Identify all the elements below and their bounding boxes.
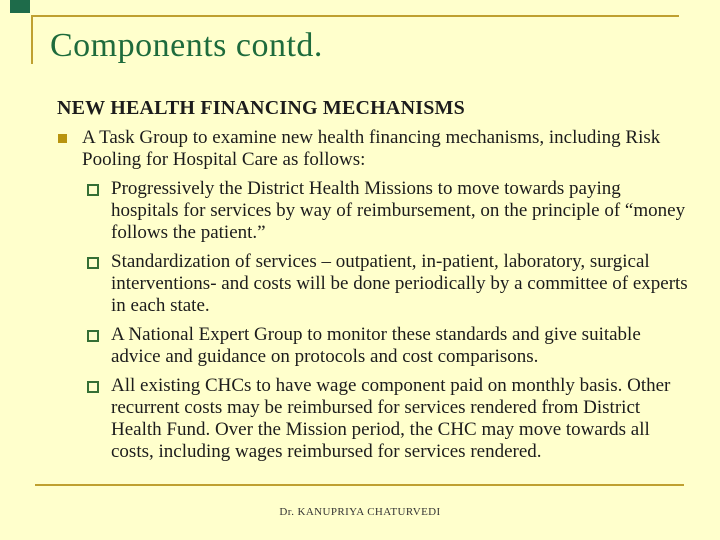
- slide-title: Components contd.: [50, 27, 323, 64]
- bullet-text: A National Expert Group to monitor these standards and give suitable advice and guidance on protocols and cost comparisons.: [111, 324, 641, 367]
- list-item: [87, 251, 692, 317]
- footer-rule: [35, 484, 684, 486]
- bullet-text: Progressively the District Health Missions to move towards paying hospitals for services by way of reimbursement, on the principle of “money follows the patient.”: [111, 178, 686, 243]
- list-item: [87, 375, 692, 463]
- title-top-rule: [31, 15, 679, 17]
- footer-credit: Dr. KANUPRIYA CHATURVEDI: [279, 506, 441, 518]
- section-heading: NEW HEALTH FINANCING MECHANISMS: [57, 97, 465, 119]
- corner-square-decoration: [10, 0, 30, 13]
- title-left-rule: [31, 15, 33, 64]
- list-item: [87, 324, 692, 368]
- list-item: [87, 178, 692, 244]
- list-item: [57, 127, 692, 171]
- hollow-square-bullet-icon: [87, 381, 99, 393]
- slide-body: [57, 97, 692, 470]
- bullet-text: A Task Group to examine new health financing mechanisms, including Risk Pooling for Hospital Care as follows:: [82, 127, 661, 170]
- hollow-square-bullet-icon: [87, 184, 99, 196]
- filled-square-bullet-icon: [58, 134, 67, 143]
- bullet-text: Standardization of services – outpatient, in-patient, laboratory, surgical interventions- and costs will be done periodically by a committee of experts in each state.: [111, 251, 688, 316]
- bullet-text: All existing CHCs to have wage component paid on monthly basis. Other recurrent costs may be reimbursed for services rendered from District Health Fund. Over the Mission period, the CHC may move towards all costs, including wages reimbursed for services rendered.: [111, 375, 671, 462]
- hollow-square-bullet-icon: [87, 257, 99, 269]
- hollow-square-bullet-icon: [87, 330, 99, 342]
